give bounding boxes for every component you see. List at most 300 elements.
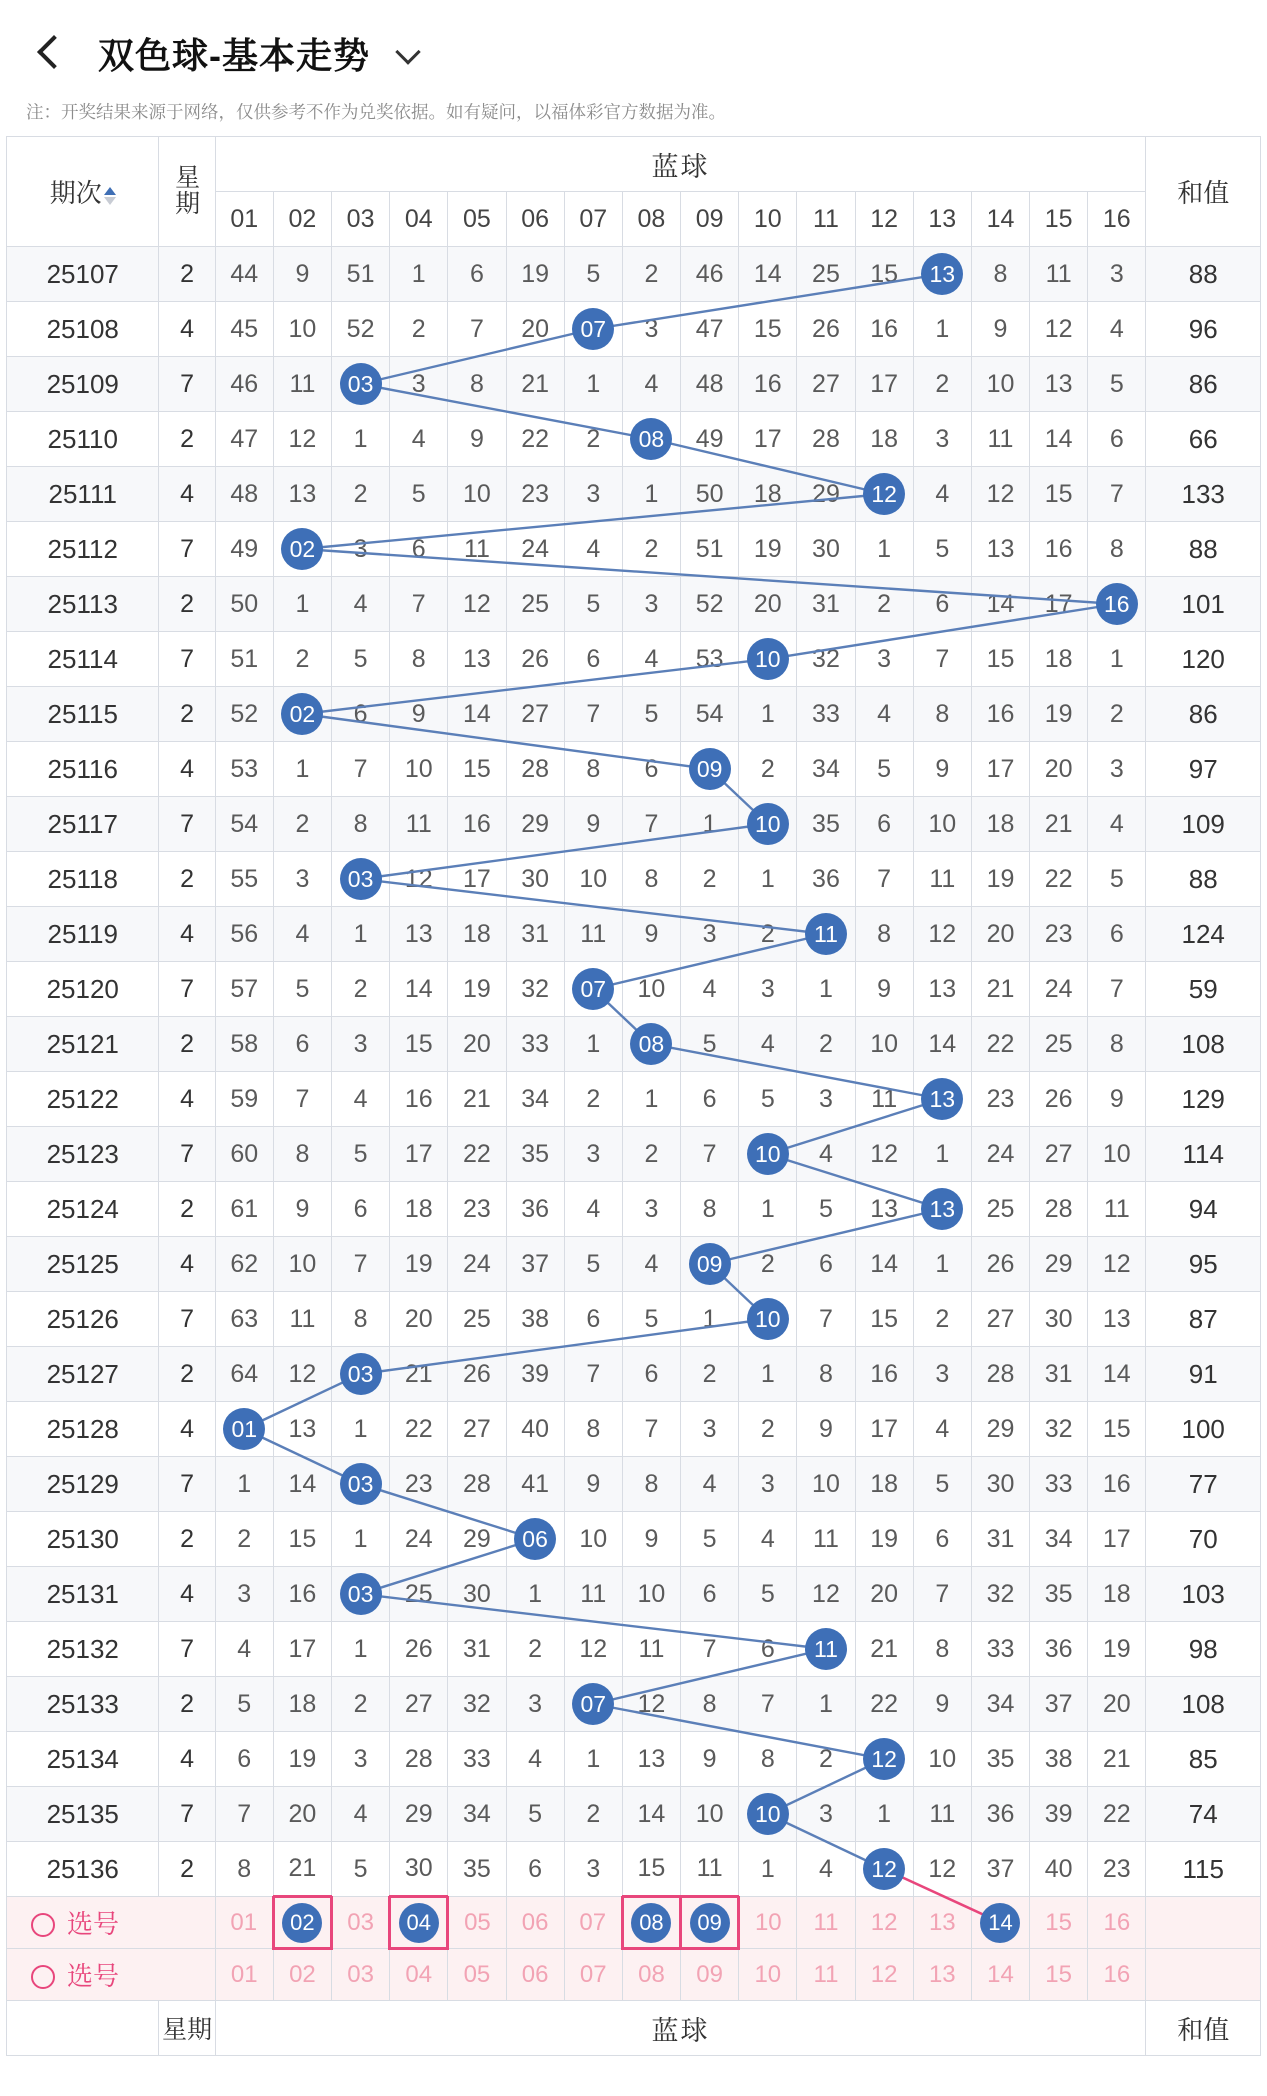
cell-ball-01[interactable]: 48 [215, 467, 273, 522]
cell-ball-09[interactable]: 10 [681, 1787, 739, 1842]
cell-ball-15[interactable]: 18 [1030, 632, 1088, 687]
radio-icon[interactable] [31, 1965, 55, 1989]
cell-ball-01[interactable]: 64 [215, 1347, 273, 1402]
cell-ball-13[interactable]: 11 [913, 852, 971, 907]
cell-ball-01[interactable]: 44 [215, 247, 273, 302]
pick-row-label[interactable] [7, 1897, 216, 1949]
cell-ball-06[interactable]: 26 [506, 632, 564, 687]
cell-ball-02[interactable]: 13 [273, 467, 331, 522]
table-row[interactable] [7, 907, 1261, 962]
cell-ball-09[interactable]: 7 [681, 1127, 739, 1182]
cell-ball-07[interactable]: 2 [564, 1787, 622, 1842]
cell-ball-08[interactable]: 3 [622, 1182, 680, 1237]
trend-table-container[interactable] [0, 136, 1267, 2056]
cell-ball-05[interactable]: 32 [448, 1677, 506, 1732]
table-row[interactable] [7, 687, 1261, 742]
table-row[interactable] [7, 1127, 1261, 1182]
cell-ball-01[interactable]: 56 [215, 907, 273, 962]
cell-ball-12[interactable]: 5 [855, 742, 913, 797]
cell-ball-13[interactable]: 7 [913, 1567, 971, 1622]
chevron-down-icon[interactable] [396, 41, 422, 67]
table-row[interactable] [7, 1622, 1261, 1677]
cell-ball-04[interactable]: 4 [390, 412, 448, 467]
cell-ball-01[interactable]: 50 [215, 577, 273, 632]
cell-ball-12[interactable]: 17 [855, 1402, 913, 1457]
cell-issue[interactable]: 25111 [7, 467, 159, 522]
cell-ball-05[interactable]: 15 [448, 742, 506, 797]
cell-ball-16[interactable]: 22 [1088, 1787, 1146, 1842]
table-row[interactable] [7, 1292, 1261, 1347]
cell-ball-10[interactable]: 17 [739, 412, 797, 467]
pick-number-15[interactable]: 15 [1030, 1949, 1088, 2001]
header-ball-10[interactable]: 10 [739, 192, 797, 247]
pick-number-04[interactable]: 04 [390, 1949, 448, 2001]
cell-ball-16[interactable]: 19 [1088, 1622, 1146, 1677]
cell-issue[interactable]: 25130 [7, 1512, 159, 1567]
cell-ball-16[interactable]: 16 [1088, 1457, 1146, 1512]
pick-number-15[interactable]: 15 [1030, 1897, 1088, 1949]
cell-ball-07[interactable]: 8 [564, 1402, 622, 1457]
cell-ball-12[interactable]: 20 [855, 1567, 913, 1622]
cell-ball-11[interactable]: 1 [797, 962, 855, 1017]
cell-ball-07[interactable]: 2 [564, 412, 622, 467]
cell-ball-12[interactable]: 18 [855, 1457, 913, 1512]
cell-ball-06[interactable]: 22 [506, 412, 564, 467]
cell-ball-03[interactable]: 2 [332, 467, 390, 522]
cell-ball-12[interactable]: 16 [855, 1347, 913, 1402]
cell-ball-07[interactable] [564, 1677, 622, 1732]
cell-ball-08[interactable]: 8 [622, 1457, 680, 1512]
cell-ball-09[interactable]: 8 [681, 1182, 739, 1237]
cell-ball-10[interactable] [739, 1127, 797, 1182]
cell-ball-07[interactable]: 11 [564, 1567, 622, 1622]
table-row[interactable] [7, 1732, 1261, 1787]
cell-ball-02[interactable]: 1 [273, 742, 331, 797]
cell-ball-13[interactable]: 6 [913, 1512, 971, 1567]
cell-ball-04[interactable]: 1 [390, 247, 448, 302]
cell-ball-10[interactable]: 15 [739, 302, 797, 357]
cell-ball-03[interactable]: 2 [332, 1677, 390, 1732]
cell-ball-09[interactable]: 3 [681, 1402, 739, 1457]
cell-ball-08[interactable]: 1 [622, 1072, 680, 1127]
cell-ball-05[interactable]: 25 [448, 1292, 506, 1347]
cell-ball-15[interactable]: 28 [1030, 1182, 1088, 1237]
cell-ball-15[interactable]: 25 [1030, 1017, 1088, 1072]
header-ball-02[interactable]: 02 [273, 192, 331, 247]
cell-ball-13[interactable]: 11 [913, 1787, 971, 1842]
cell-ball-14[interactable]: 14 [971, 577, 1029, 632]
cell-ball-10[interactable]: 14 [739, 247, 797, 302]
cell-ball-08[interactable]: 10 [622, 962, 680, 1017]
cell-ball-13[interactable]: 2 [913, 1292, 971, 1347]
cell-ball-01[interactable]: 3 [215, 1567, 273, 1622]
cell-ball-15[interactable]: 16 [1030, 522, 1088, 577]
cell-ball-15[interactable]: 11 [1030, 247, 1088, 302]
cell-ball-12[interactable] [855, 1842, 913, 1897]
cell-ball-03[interactable] [332, 357, 390, 412]
cell-ball-07[interactable]: 6 [564, 1292, 622, 1347]
cell-ball-03[interactable] [332, 1457, 390, 1512]
cell-ball-11[interactable]: 2 [797, 1732, 855, 1787]
cell-ball-02[interactable]: 15 [273, 1512, 331, 1567]
cell-ball-13[interactable] [913, 1182, 971, 1237]
cell-ball-03[interactable]: 6 [332, 1182, 390, 1237]
cell-ball-13[interactable]: 12 [913, 1842, 971, 1897]
cell-ball-08[interactable]: 10 [622, 1567, 680, 1622]
cell-ball-11[interactable]: 1 [797, 1677, 855, 1732]
cell-ball-01[interactable]: 7 [215, 1787, 273, 1842]
cell-ball-07[interactable]: 4 [564, 1182, 622, 1237]
cell-ball-08[interactable]: 4 [622, 357, 680, 412]
cell-ball-16[interactable]: 4 [1088, 797, 1146, 852]
table-row[interactable] [7, 1182, 1261, 1237]
cell-ball-10[interactable]: 4 [739, 1017, 797, 1072]
cell-ball-05[interactable]: 12 [448, 577, 506, 632]
cell-issue[interactable]: 25127 [7, 1347, 159, 1402]
pick-number-05[interactable]: 05 [448, 1897, 506, 1949]
cell-ball-05[interactable]: 8 [448, 357, 506, 412]
cell-ball-14[interactable]: 28 [971, 1347, 1029, 1402]
cell-ball-03[interactable]: 52 [332, 302, 390, 357]
table-row[interactable] [7, 1347, 1261, 1402]
cell-ball-07[interactable]: 1 [564, 1017, 622, 1072]
cell-ball-16[interactable]: 15 [1088, 1402, 1146, 1457]
cell-ball-11[interactable]: 31 [797, 577, 855, 632]
cell-ball-02[interactable]: 5 [273, 962, 331, 1017]
cell-ball-08[interactable]: 3 [622, 577, 680, 632]
cell-ball-06[interactable]: 29 [506, 797, 564, 852]
cell-ball-04[interactable]: 11 [390, 797, 448, 852]
cell-ball-05[interactable]: 21 [448, 1072, 506, 1127]
cell-ball-07[interactable]: 1 [564, 1732, 622, 1787]
cell-ball-12[interactable]: 9 [855, 962, 913, 1017]
cell-ball-07[interactable]: 5 [564, 1237, 622, 1292]
cell-ball-12[interactable]: 13 [855, 1182, 913, 1237]
cell-ball-07[interactable] [564, 302, 622, 357]
cell-ball-09[interactable]: 2 [681, 852, 739, 907]
cell-ball-10[interactable]: 1 [739, 1842, 797, 1897]
cell-ball-14[interactable]: 15 [971, 632, 1029, 687]
cell-ball-12[interactable]: 4 [855, 687, 913, 742]
header-ball-01[interactable]: 01 [215, 192, 273, 247]
cell-ball-03[interactable]: 6 [332, 687, 390, 742]
cell-ball-13[interactable]: 12 [913, 907, 971, 962]
pick-number-02[interactable]: 02 [273, 1949, 331, 2001]
cell-ball-11[interactable]: 12 [797, 1567, 855, 1622]
cell-ball-13[interactable]: 7 [913, 632, 971, 687]
cell-ball-16[interactable]: 7 [1088, 467, 1146, 522]
cell-ball-16[interactable]: 9 [1088, 1072, 1146, 1127]
cell-ball-15[interactable]: 23 [1030, 907, 1088, 962]
header-ball-12[interactable]: 12 [855, 192, 913, 247]
cell-ball-11[interactable]: 10 [797, 1457, 855, 1512]
cell-ball-13[interactable]: 5 [913, 522, 971, 577]
cell-ball-10[interactable] [739, 632, 797, 687]
cell-ball-02[interactable]: 3 [273, 852, 331, 907]
table-row[interactable] [7, 302, 1261, 357]
cell-ball-04[interactable]: 15 [390, 1017, 448, 1072]
cell-ball-14[interactable]: 36 [971, 1787, 1029, 1842]
cell-ball-13[interactable]: 4 [913, 1402, 971, 1457]
table-row[interactable] [7, 797, 1261, 852]
cell-ball-10[interactable] [739, 1292, 797, 1347]
cell-ball-06[interactable]: 2 [506, 1622, 564, 1677]
cell-ball-09[interactable]: 9 [681, 1732, 739, 1787]
header-ball-04[interactable]: 04 [390, 192, 448, 247]
cell-ball-08[interactable]: 12 [622, 1677, 680, 1732]
cell-ball-16[interactable]: 3 [1088, 247, 1146, 302]
cell-ball-01[interactable]: 45 [215, 302, 273, 357]
cell-ball-04[interactable]: 30 [390, 1842, 448, 1897]
cell-ball-11[interactable]: 4 [797, 1842, 855, 1897]
cell-ball-05[interactable]: 35 [448, 1842, 506, 1897]
cell-ball-09[interactable]: 1 [681, 1292, 739, 1347]
cell-ball-10[interactable]: 4 [739, 1512, 797, 1567]
cell-ball-09[interactable]: 51 [681, 522, 739, 577]
cell-ball-01[interactable]: 54 [215, 797, 273, 852]
cell-ball-11[interactable]: 3 [797, 1787, 855, 1842]
cell-ball-02[interactable]: 18 [273, 1677, 331, 1732]
cell-ball-04[interactable]: 3 [390, 357, 448, 412]
header-ball-16[interactable]: 16 [1088, 192, 1146, 247]
cell-ball-14[interactable]: 37 [971, 1842, 1029, 1897]
cell-ball-07[interactable]: 7 [564, 1347, 622, 1402]
cell-ball-14[interactable]: 23 [971, 1072, 1029, 1127]
cell-ball-04[interactable]: 16 [390, 1072, 448, 1127]
cell-ball-06[interactable]: 5 [506, 1787, 564, 1842]
cell-ball-05[interactable]: 16 [448, 797, 506, 852]
cell-ball-06[interactable]: 32 [506, 962, 564, 1017]
cell-ball-04[interactable]: 9 [390, 687, 448, 742]
cell-ball-02[interactable]: 13 [273, 1402, 331, 1457]
cell-ball-15[interactable]: 38 [1030, 1732, 1088, 1787]
cell-ball-16[interactable]: 14 [1088, 1347, 1146, 1402]
cell-ball-14[interactable]: 8 [971, 247, 1029, 302]
cell-ball-02[interactable]: 8 [273, 1127, 331, 1182]
cell-ball-13[interactable]: 5 [913, 1457, 971, 1512]
cell-ball-11[interactable]: 11 [797, 1512, 855, 1567]
cell-ball-10[interactable]: 2 [739, 742, 797, 797]
cell-ball-08[interactable]: 11 [622, 1622, 680, 1677]
table-row[interactable] [7, 1457, 1261, 1512]
cell-ball-16[interactable]: 8 [1088, 522, 1146, 577]
cell-ball-02[interactable]: 1 [273, 577, 331, 632]
table-row[interactable] [7, 412, 1261, 467]
cell-ball-10[interactable]: 1 [739, 687, 797, 742]
cell-ball-01[interactable]: 8 [215, 1842, 273, 1897]
cell-issue[interactable]: 25117 [7, 797, 159, 852]
cell-ball-10[interactable]: 6 [739, 1622, 797, 1677]
pick-number-01[interactable]: 01 [215, 1949, 273, 2001]
cell-ball-02[interactable]: 16 [273, 1567, 331, 1622]
cell-issue[interactable]: 25129 [7, 1457, 159, 1512]
cell-ball-02[interactable]: 11 [273, 1292, 331, 1347]
cell-ball-13[interactable]: 13 [913, 962, 971, 1017]
cell-ball-06[interactable]: 23 [506, 467, 564, 522]
pick-number-08[interactable]: 08 [622, 1949, 680, 2001]
cell-ball-13[interactable]: 3 [913, 412, 971, 467]
pick-number-16[interactable]: 16 [1088, 1897, 1146, 1949]
cell-ball-05[interactable]: 13 [448, 632, 506, 687]
cell-ball-07[interactable]: 10 [564, 852, 622, 907]
cell-ball-09[interactable]: 7 [681, 1622, 739, 1677]
pick-number-12[interactable]: 12 [855, 1949, 913, 2001]
cell-ball-14[interactable]: 16 [971, 687, 1029, 742]
cell-ball-12[interactable]: 10 [855, 1017, 913, 1072]
cell-ball-09[interactable]: 52 [681, 577, 739, 632]
pick-number-09[interactable] [681, 1897, 739, 1949]
pick-number-02[interactable] [273, 1897, 331, 1949]
cell-ball-09[interactable]: 47 [681, 302, 739, 357]
cell-ball-07[interactable]: 3 [564, 1842, 622, 1897]
cell-ball-02[interactable] [273, 687, 331, 742]
cell-ball-10[interactable] [739, 1787, 797, 1842]
cell-ball-11[interactable]: 28 [797, 412, 855, 467]
cell-ball-16[interactable]: 6 [1088, 907, 1146, 962]
table-row[interactable] [7, 852, 1261, 907]
cell-ball-08[interactable]: 3 [622, 302, 680, 357]
cell-ball-08[interactable]: 2 [622, 247, 680, 302]
cell-ball-06[interactable]: 27 [506, 687, 564, 742]
cell-issue[interactable]: 25118 [7, 852, 159, 907]
cell-ball-06[interactable]: 19 [506, 247, 564, 302]
cell-ball-08[interactable]: 13 [622, 1732, 680, 1787]
cell-ball-01[interactable]: 58 [215, 1017, 273, 1072]
cell-ball-15[interactable]: 21 [1030, 797, 1088, 852]
cell-ball-03[interactable]: 3 [332, 1017, 390, 1072]
cell-ball-01[interactable]: 46 [215, 357, 273, 412]
cell-ball-02[interactable]: 10 [273, 1237, 331, 1292]
cell-ball-11[interactable]: 8 [797, 1347, 855, 1402]
cell-ball-06[interactable]: 41 [506, 1457, 564, 1512]
cell-issue[interactable]: 25122 [7, 1072, 159, 1127]
cell-ball-15[interactable]: 27 [1030, 1127, 1088, 1182]
cell-ball-03[interactable] [332, 1567, 390, 1622]
radio-icon[interactable] [31, 1913, 55, 1937]
cell-ball-13[interactable] [913, 247, 971, 302]
cell-ball-02[interactable] [273, 522, 331, 577]
cell-ball-01[interactable]: 59 [215, 1072, 273, 1127]
pick-number-01[interactable]: 01 [215, 1897, 273, 1949]
cell-ball-06[interactable] [506, 1512, 564, 1567]
cell-ball-12[interactable] [855, 467, 913, 522]
cell-ball-03[interactable]: 7 [332, 742, 390, 797]
cell-ball-05[interactable]: 26 [448, 1347, 506, 1402]
cell-ball-13[interactable]: 8 [913, 1622, 971, 1677]
cell-ball-16[interactable] [1088, 577, 1146, 632]
cell-ball-07[interactable]: 11 [564, 907, 622, 962]
cell-ball-12[interactable]: 17 [855, 357, 913, 412]
cell-ball-16[interactable]: 3 [1088, 742, 1146, 797]
sort-icon[interactable] [104, 186, 116, 206]
table-row[interactable] [7, 1677, 1261, 1732]
cell-ball-03[interactable]: 51 [332, 247, 390, 302]
table-row[interactable] [7, 467, 1261, 522]
cell-ball-03[interactable]: 8 [332, 1292, 390, 1347]
cell-ball-13[interactable]: 1 [913, 1127, 971, 1182]
cell-ball-16[interactable]: 21 [1088, 1732, 1146, 1787]
cell-ball-08[interactable]: 4 [622, 1237, 680, 1292]
cell-ball-12[interactable]: 1 [855, 522, 913, 577]
cell-ball-02[interactable]: 11 [273, 357, 331, 412]
cell-ball-15[interactable]: 39 [1030, 1787, 1088, 1842]
cell-issue[interactable]: 25134 [7, 1732, 159, 1787]
header-ball-03[interactable]: 03 [332, 192, 390, 247]
cell-ball-13[interactable]: 4 [913, 467, 971, 522]
cell-ball-14[interactable]: 22 [971, 1017, 1029, 1072]
cell-ball-15[interactable]: 24 [1030, 962, 1088, 1017]
cell-ball-02[interactable]: 7 [273, 1072, 331, 1127]
cell-ball-07[interactable]: 3 [564, 1127, 622, 1182]
cell-ball-12[interactable] [855, 1732, 913, 1787]
cell-ball-15[interactable]: 34 [1030, 1512, 1088, 1567]
cell-ball-16[interactable]: 5 [1088, 852, 1146, 907]
cell-ball-10[interactable]: 20 [739, 577, 797, 632]
cell-ball-01[interactable]: 63 [215, 1292, 273, 1347]
cell-ball-02[interactable]: 14 [273, 1457, 331, 1512]
cell-ball-10[interactable]: 2 [739, 1237, 797, 1292]
cell-ball-14[interactable]: 17 [971, 742, 1029, 797]
cell-ball-14[interactable]: 21 [971, 962, 1029, 1017]
table-row[interactable] [7, 742, 1261, 797]
cell-issue[interactable]: 25116 [7, 742, 159, 797]
pick-number-11[interactable]: 11 [797, 1897, 855, 1949]
cell-ball-09[interactable]: 5 [681, 1017, 739, 1072]
cell-ball-09[interactable]: 4 [681, 1457, 739, 1512]
cell-issue[interactable]: 25131 [7, 1567, 159, 1622]
cell-ball-05[interactable]: 6 [448, 247, 506, 302]
cell-ball-09[interactable]: 11 [681, 1842, 739, 1897]
cell-ball-06[interactable]: 37 [506, 1237, 564, 1292]
cell-ball-15[interactable]: 37 [1030, 1677, 1088, 1732]
cell-ball-06[interactable]: 38 [506, 1292, 564, 1347]
cell-ball-15[interactable]: 26 [1030, 1072, 1088, 1127]
cell-ball-04[interactable]: 14 [390, 962, 448, 1017]
cell-ball-12[interactable]: 22 [855, 1677, 913, 1732]
cell-ball-05[interactable]: 27 [448, 1402, 506, 1457]
cell-ball-16[interactable]: 10 [1088, 1127, 1146, 1182]
cell-ball-15[interactable]: 32 [1030, 1402, 1088, 1457]
cell-ball-13[interactable]: 9 [913, 1677, 971, 1732]
pick-number-03[interactable]: 03 [332, 1949, 390, 2001]
cell-ball-11[interactable]: 33 [797, 687, 855, 742]
cell-ball-06[interactable]: 3 [506, 1677, 564, 1732]
cell-ball-05[interactable]: 11 [448, 522, 506, 577]
cell-ball-04[interactable]: 19 [390, 1237, 448, 1292]
pick-number-10[interactable]: 10 [739, 1949, 797, 2001]
cell-ball-03[interactable]: 1 [332, 1512, 390, 1567]
cell-ball-03[interactable]: 5 [332, 1842, 390, 1897]
cell-ball-16[interactable]: 6 [1088, 412, 1146, 467]
cell-ball-06[interactable]: 31 [506, 907, 564, 962]
cell-ball-01[interactable]: 47 [215, 412, 273, 467]
cell-issue[interactable]: 25124 [7, 1182, 159, 1237]
cell-ball-09[interactable]: 6 [681, 1567, 739, 1622]
cell-issue[interactable]: 25123 [7, 1127, 159, 1182]
cell-ball-02[interactable]: 21 [273, 1842, 331, 1897]
cell-ball-09[interactable]: 48 [681, 357, 739, 412]
cell-ball-01[interactable]: 5 [215, 1677, 273, 1732]
cell-ball-02[interactable]: 10 [273, 302, 331, 357]
cell-ball-09[interactable]: 54 [681, 687, 739, 742]
cell-ball-14[interactable]: 32 [971, 1567, 1029, 1622]
cell-ball-14[interactable]: 26 [971, 1237, 1029, 1292]
cell-ball-11[interactable]: 26 [797, 302, 855, 357]
cell-ball-02[interactable]: 2 [273, 797, 331, 852]
cell-ball-13[interactable]: 1 [913, 1237, 971, 1292]
cell-ball-13[interactable]: 10 [913, 1732, 971, 1787]
cell-ball-16[interactable]: 12 [1088, 1237, 1146, 1292]
